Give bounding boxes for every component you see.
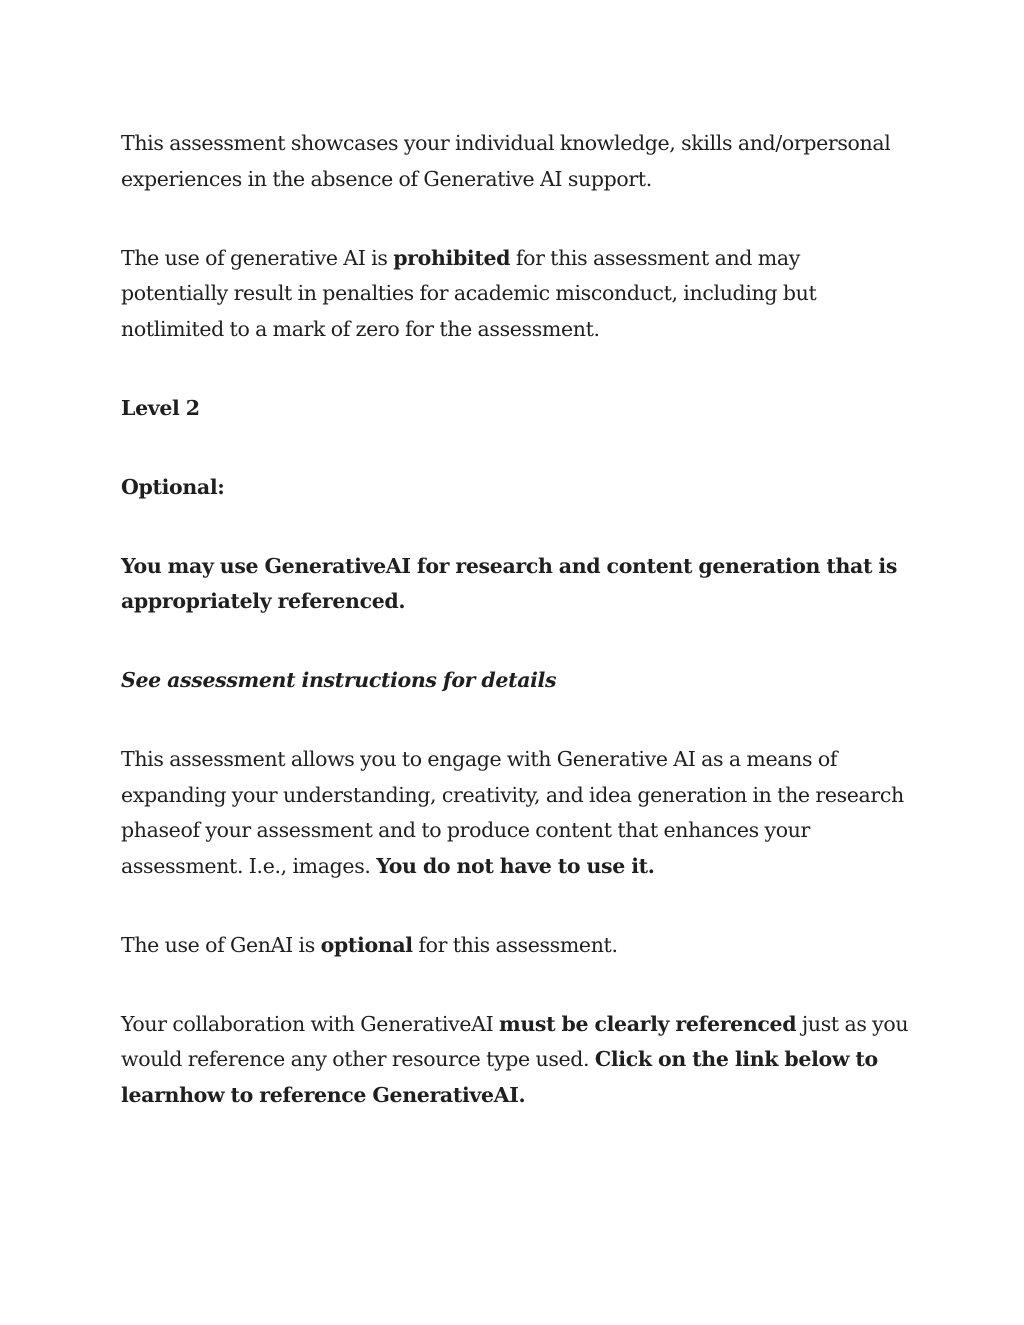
- reference-text-middle: just as you would reference any other resource type used.: [121, 1011, 909, 1071]
- reference-text-before: Your collaboration with GenerativeAI: [121, 1011, 500, 1036]
- optional-text-before: The use of GenAI is: [121, 932, 321, 957]
- may-use-statement: You may use GenerativeAI for research and content generation that is appropriately referenced.: [121, 553, 898, 613]
- optional-emphasis: optional: [320, 932, 413, 957]
- allows-emphasis: You do not have to use it.: [376, 853, 655, 878]
- allows-text: This assessment allows you to engage with Generative AI as a means of expanding your understanding, creativity, and idea generation in the research phaseof your assessment and to produce content that enhances your assessment. I.e., images.: [121, 747, 904, 878]
- reference-link-instruction: Click on the link below to learnhow to reference GenerativeAI.: [121, 1047, 878, 1107]
- optional-use-paragraph: [121, 928, 911, 964]
- optional-text-after: for this assessment.: [412, 932, 618, 957]
- document-body: [121, 126, 911, 1157]
- prohibited-text-before: The use of generative AI is: [121, 245, 394, 270]
- allows-paragraph: [121, 742, 911, 884]
- intro-paragraph: This assessment showcases your individual knowledge, skills and/orpersonal experiences in the absence of Generative AI support.: [121, 131, 891, 191]
- prohibited-emphasis: prohibited: [393, 245, 511, 270]
- prohibited-paragraph: [121, 241, 911, 348]
- optional-heading: Optional:: [121, 474, 225, 499]
- reference-emphasis: must be clearly referenced: [499, 1011, 797, 1036]
- reference-paragraph: [121, 1007, 911, 1114]
- prohibited-text-after: for this assessment and may potentially result in penalties for academic misconduct, including but notlimited to a mark of zero for the assessment.: [121, 245, 817, 341]
- level-heading: Level 2: [121, 395, 200, 420]
- see-instructions-note: See assessment instructions for details: [121, 668, 557, 692]
